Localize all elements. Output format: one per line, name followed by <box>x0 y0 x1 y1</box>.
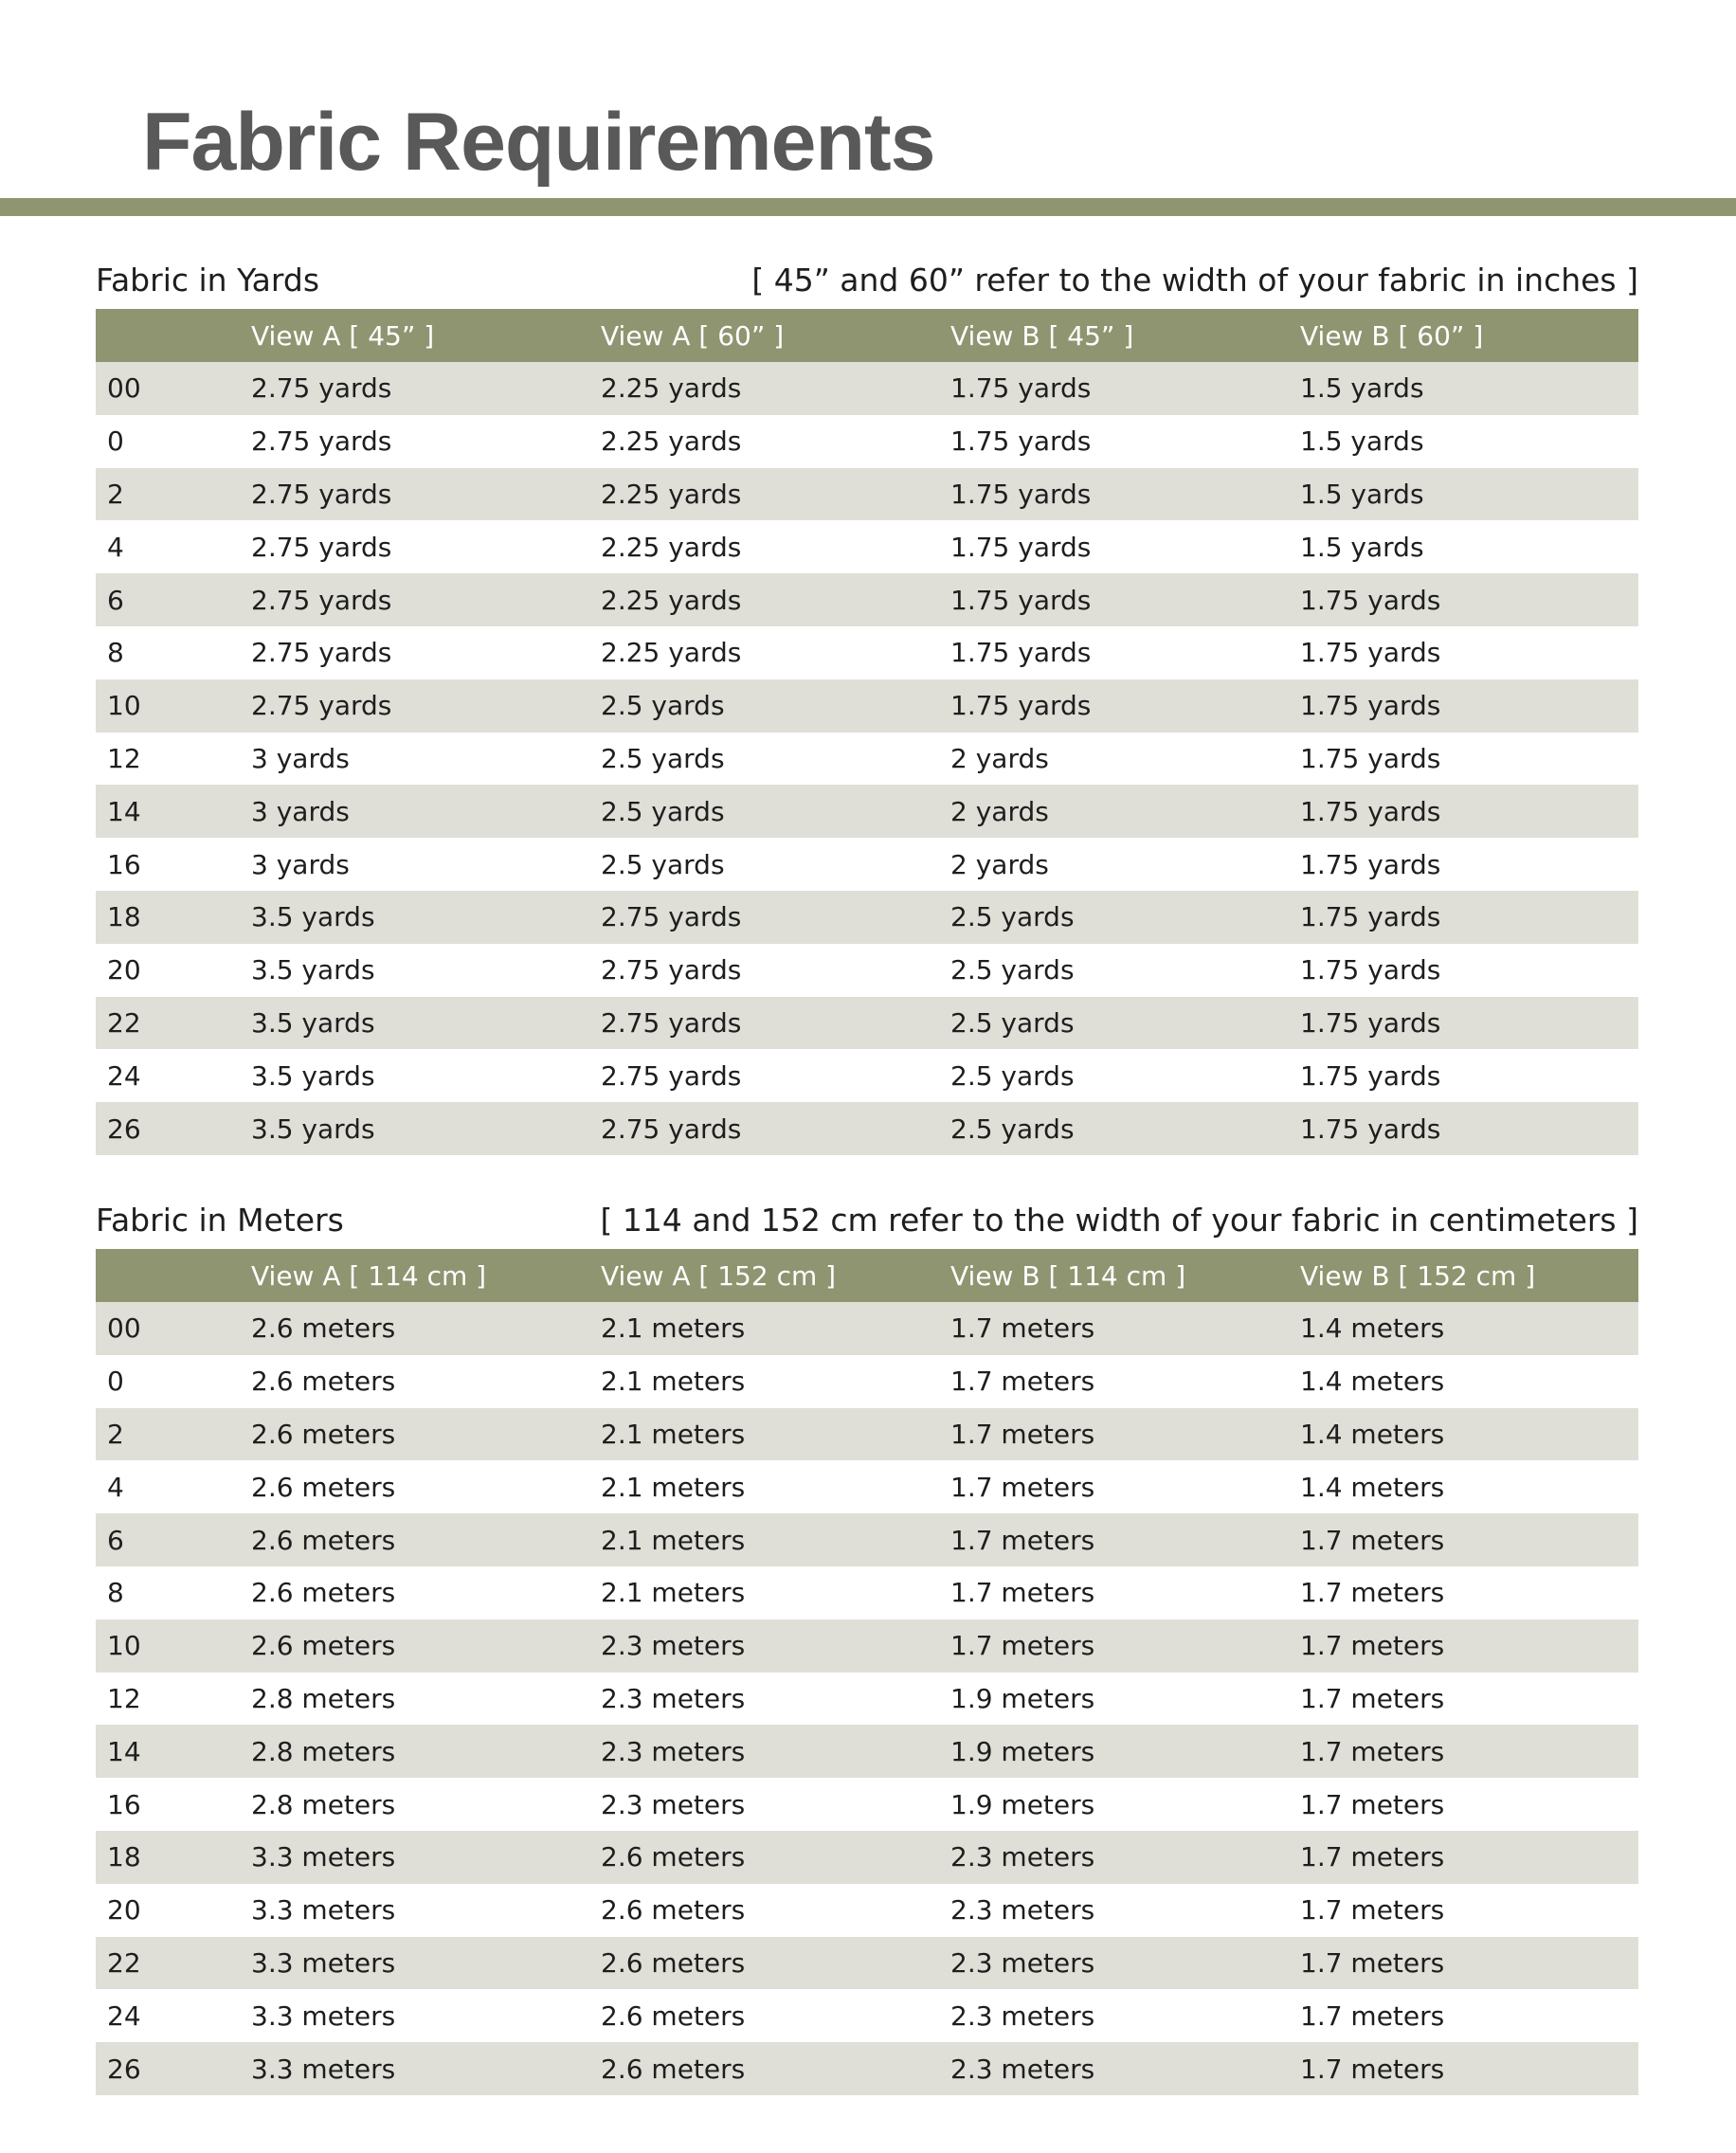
fabric-amount-cell: 2.25 yards <box>601 425 742 458</box>
fabric-amount-cell: 1.75 yards <box>1300 1113 1441 1145</box>
fabric-amount-cell: 1.75 yards <box>1300 742 1441 774</box>
fabric-amount-cell: 1.75 yards <box>1300 1059 1441 1092</box>
table-row <box>96 679 1638 733</box>
size-cell: 6 <box>107 584 124 616</box>
fabric-amount-cell: 2.1 meters <box>601 1312 746 1345</box>
size-cell: 22 <box>107 1006 141 1039</box>
view-column-header: View A [ 114 cm ] <box>251 1259 487 1292</box>
fabric-amount-cell: 1.5 yards <box>1300 372 1424 405</box>
size-cell: 8 <box>107 637 124 669</box>
meters-table <box>96 1249 1638 2095</box>
fabric-amount-cell: 1.7 meters <box>950 1471 1095 1503</box>
fabric-amount-cell: 1.9 meters <box>950 1682 1095 1714</box>
fabric-amount-cell: 1.7 meters <box>1300 1894 1445 1927</box>
table-row <box>96 1831 1638 1884</box>
fabric-amount-cell: 2.25 yards <box>601 584 742 616</box>
fabric-amount-cell: 3.5 yards <box>251 1113 375 1145</box>
fabric-amount-cell: 2.3 meters <box>950 1894 1095 1927</box>
size-cell: 14 <box>107 1735 141 1767</box>
size-cell: 0 <box>107 1366 124 1398</box>
fabric-amount-cell: 1.75 yards <box>1300 1006 1441 1039</box>
fabric-amount-cell: 1.7 meters <box>1300 1841 1445 1873</box>
yards-width-note: [ 45” and 60” refer to the width of your fabric in inches ] <box>751 262 1638 299</box>
table-row <box>96 1566 1638 1619</box>
view-column-header: View B [ 152 cm ] <box>1300 1259 1536 1292</box>
fabric-amount-cell: 2.6 meters <box>251 1366 396 1398</box>
fabric-amount-cell: 2.1 meters <box>601 1471 746 1503</box>
fabric-amount-cell: 2.75 yards <box>251 372 392 405</box>
table-row <box>96 891 1638 944</box>
table-row <box>96 1619 1638 1673</box>
size-column-header <box>96 309 240 362</box>
fabric-amount-cell: 1.9 meters <box>950 1735 1095 1767</box>
fabric-amount-cell: 1.7 meters <box>1300 2053 1445 2085</box>
fabric-amount-cell: 2.75 yards <box>601 954 742 986</box>
fabric-amount-cell: 2 yards <box>950 795 1049 827</box>
fabric-amount-cell: 2.6 meters <box>251 1418 396 1450</box>
page-title: Fabric Requirements <box>142 97 935 188</box>
yards-section-header <box>96 256 1638 309</box>
fabric-amount-cell: 2.5 yards <box>950 901 1075 933</box>
fabric-amount-cell: 2.75 yards <box>251 584 392 616</box>
fabric-amount-cell: 1.7 meters <box>950 1577 1095 1609</box>
size-cell: 2 <box>107 1418 124 1450</box>
fabric-amount-cell: 2.5 yards <box>950 1113 1075 1145</box>
fabric-amount-cell: 2.6 meters <box>251 1577 396 1609</box>
size-cell: 12 <box>107 1682 141 1714</box>
fabric-amount-cell: 2.6 meters <box>601 1999 746 2032</box>
fabric-amount-cell: 2.3 meters <box>601 1788 746 1820</box>
fabric-amount-cell: 1.7 meters <box>1300 1999 1445 2032</box>
table-row <box>96 785 1638 838</box>
yards-section-title: Fabric in Yards <box>96 262 320 299</box>
fabric-amount-cell: 1.7 meters <box>1300 1735 1445 1767</box>
fabric-amount-cell: 2.25 yards <box>601 531 742 563</box>
fabric-amount-cell: 3.5 yards <box>251 1059 375 1092</box>
table-row <box>96 997 1638 1050</box>
meters-header-row <box>96 1249 1638 1302</box>
fabric-amount-cell: 1.7 meters <box>950 1312 1095 1345</box>
fabric-amount-cell: 2.1 meters <box>601 1418 746 1450</box>
fabric-amount-cell: 2.5 yards <box>950 1059 1075 1092</box>
fabric-amount-cell: 1.75 yards <box>1300 901 1441 933</box>
fabric-amount-cell: 2.6 meters <box>251 1471 396 1503</box>
meters-section-title: Fabric in Meters <box>96 1202 344 1239</box>
meters-width-note: [ 114 and 152 cm refer to the width of your fabric in centimeters ] <box>600 1202 1638 1239</box>
fabric-amount-cell: 2.5 yards <box>950 954 1075 986</box>
fabric-amount-cell: 2 yards <box>950 742 1049 774</box>
meters-section-header <box>96 1196 1638 1249</box>
size-cell: 2 <box>107 478 124 510</box>
fabric-amount-cell: 1.75 yards <box>1300 795 1441 827</box>
size-cell: 12 <box>107 742 141 774</box>
fabric-amount-cell: 3 yards <box>251 848 350 880</box>
fabric-amount-cell: 1.7 meters <box>1300 1946 1445 1979</box>
meters-table-body <box>96 1302 1638 2095</box>
fabric-amount-cell: 1.75 yards <box>950 531 1092 563</box>
fabric-amount-cell: 1.7 meters <box>950 1418 1095 1450</box>
fabric-amount-cell: 1.7 meters <box>950 1630 1095 1662</box>
fabric-amount-cell: 3.3 meters <box>251 1946 396 1979</box>
view-column-header: View A [ 60” ] <box>601 319 785 352</box>
size-cell: 00 <box>107 1312 141 1345</box>
size-cell: 8 <box>107 1577 124 1609</box>
fabric-amount-cell: 2.6 meters <box>601 1946 746 1979</box>
yards-table-header <box>96 309 1638 362</box>
fabric-amount-cell: 2.75 yards <box>251 425 392 458</box>
fabric-amount-cell: 2.8 meters <box>251 1735 396 1767</box>
fabric-amount-cell: 2.1 meters <box>601 1366 746 1398</box>
fabric-amount-cell: 2 yards <box>950 848 1049 880</box>
table-row <box>96 626 1638 679</box>
fabric-amount-cell: 2.3 meters <box>950 1841 1095 1873</box>
fabric-amount-cell: 2.75 yards <box>251 690 392 722</box>
fabric-amount-cell: 2.6 meters <box>601 2053 746 2085</box>
fabric-amount-cell: 2.5 yards <box>601 690 725 722</box>
table-row <box>96 1884 1638 1937</box>
table-row <box>96 2042 1638 2095</box>
table-row <box>96 1460 1638 1513</box>
yards-section <box>96 256 1638 1155</box>
fabric-amount-cell: 2.25 yards <box>601 372 742 405</box>
size-cell: 18 <box>107 1841 141 1873</box>
table-row <box>96 1102 1638 1155</box>
fabric-amount-cell: 1.75 yards <box>1300 690 1441 722</box>
fabric-amount-cell: 3.3 meters <box>251 1894 396 1927</box>
fabric-amount-cell: 2.5 yards <box>601 795 725 827</box>
size-cell: 0 <box>107 425 124 458</box>
table-row <box>96 362 1638 415</box>
view-column-header: View B [ 60” ] <box>1300 319 1484 352</box>
fabric-amount-cell: 2.5 yards <box>950 1006 1075 1039</box>
fabric-amount-cell: 1.7 meters <box>1300 1630 1445 1662</box>
fabric-amount-cell: 2.6 meters <box>251 1312 396 1345</box>
fabric-amount-cell: 2.25 yards <box>601 478 742 510</box>
fabric-amount-cell: 1.7 meters <box>950 1366 1095 1398</box>
fabric-amount-cell: 1.7 meters <box>1300 1524 1445 1556</box>
fabric-amount-cell: 2.3 meters <box>601 1735 746 1767</box>
fabric-amount-cell: 1.75 yards <box>1300 637 1441 669</box>
table-row <box>96 1355 1638 1408</box>
fabric-amount-cell: 1.4 meters <box>1300 1418 1445 1450</box>
fabric-amount-cell: 1.75 yards <box>1300 954 1441 986</box>
fabric-amount-cell: 3.5 yards <box>251 901 375 933</box>
table-row <box>96 520 1638 573</box>
size-cell: 10 <box>107 1630 141 1662</box>
fabric-amount-cell: 1.4 meters <box>1300 1366 1445 1398</box>
fabric-amount-cell: 3.3 meters <box>251 1841 396 1873</box>
fabric-amount-cell: 2.3 meters <box>950 1999 1095 2032</box>
fabric-amount-cell: 2.6 meters <box>601 1841 746 1873</box>
fabric-amount-cell: 2.1 meters <box>601 1524 746 1556</box>
size-cell: 26 <box>107 1113 141 1145</box>
fabric-amount-cell: 3.3 meters <box>251 1999 396 2032</box>
view-column-header: View B [ 45” ] <box>950 319 1134 352</box>
fabric-amount-cell: 1.75 yards <box>950 637 1092 669</box>
yards-table-body <box>96 362 1638 1155</box>
fabric-amount-cell: 1.5 yards <box>1300 531 1424 563</box>
table-row <box>96 1778 1638 1831</box>
table-row <box>96 1049 1638 1102</box>
fabric-amount-cell: 2.6 meters <box>251 1524 396 1556</box>
size-cell: 00 <box>107 372 141 405</box>
table-row <box>96 1673 1638 1726</box>
size-cell: 16 <box>107 1788 141 1820</box>
table-row <box>96 573 1638 626</box>
fabric-amount-cell: 2.1 meters <box>601 1577 746 1609</box>
size-cell: 24 <box>107 1999 141 2032</box>
fabric-amount-cell: 2.75 yards <box>251 531 392 563</box>
fabric-amount-cell: 3.5 yards <box>251 954 375 986</box>
fabric-amount-cell: 2.5 yards <box>601 848 725 880</box>
fabric-amount-cell: 1.75 yards <box>950 372 1092 405</box>
table-row <box>96 1408 1638 1461</box>
fabric-amount-cell: 2.75 yards <box>601 1059 742 1092</box>
size-cell: 20 <box>107 954 141 986</box>
size-cell: 26 <box>107 2053 141 2085</box>
fabric-amount-cell: 2.8 meters <box>251 1682 396 1714</box>
yards-table <box>96 309 1638 1155</box>
table-row <box>96 415 1638 468</box>
fabric-amount-cell: 1.4 meters <box>1300 1471 1445 1503</box>
size-cell: 4 <box>107 1471 124 1503</box>
size-cell: 6 <box>107 1524 124 1556</box>
size-cell: 10 <box>107 690 141 722</box>
title-divider <box>0 198 1736 216</box>
fabric-amount-cell: 2.3 meters <box>950 1946 1095 1979</box>
fabric-amount-cell: 2.75 yards <box>601 1113 742 1145</box>
table-row <box>96 468 1638 521</box>
fabric-amount-cell: 2.75 yards <box>251 478 392 510</box>
fabric-amount-cell: 1.4 meters <box>1300 1312 1445 1345</box>
fabric-amount-cell: 1.7 meters <box>950 1524 1095 1556</box>
size-cell: 22 <box>107 1946 141 1979</box>
fabric-amount-cell: 1.75 yards <box>950 478 1092 510</box>
table-row <box>96 838 1638 891</box>
meters-section <box>96 1196 1638 2095</box>
yards-header-row <box>96 309 1638 362</box>
fabric-amount-cell: 1.5 yards <box>1300 478 1424 510</box>
fabric-amount-cell: 2.6 meters <box>251 1630 396 1662</box>
size-cell: 4 <box>107 531 124 563</box>
fabric-amount-cell: 3 yards <box>251 795 350 827</box>
size-cell: 14 <box>107 795 141 827</box>
fabric-amount-cell: 1.75 yards <box>1300 848 1441 880</box>
table-row <box>96 1302 1638 1355</box>
fabric-amount-cell: 3 yards <box>251 742 350 774</box>
fabric-amount-cell: 1.9 meters <box>950 1788 1095 1820</box>
view-column-header: View B [ 114 cm ] <box>950 1259 1186 1292</box>
fabric-amount-cell: 2.75 yards <box>601 901 742 933</box>
table-row <box>96 1513 1638 1566</box>
size-cell: 18 <box>107 901 141 933</box>
fabric-amount-cell: 2.3 meters <box>601 1682 746 1714</box>
fabric-amount-cell: 2.6 meters <box>601 1894 746 1927</box>
size-cell: 24 <box>107 1059 141 1092</box>
view-column-header: View A [ 45” ] <box>251 319 435 352</box>
fabric-amount-cell: 2.75 yards <box>251 637 392 669</box>
fabric-amount-cell: 2.5 yards <box>601 742 725 774</box>
fabric-amount-cell: 1.75 yards <box>1300 584 1441 616</box>
fabric-amount-cell: 2.25 yards <box>601 637 742 669</box>
fabric-amount-cell: 3.5 yards <box>251 1006 375 1039</box>
meters-table-header <box>96 1249 1638 1302</box>
table-row <box>96 733 1638 786</box>
table-row <box>96 944 1638 997</box>
fabric-amount-cell: 2.8 meters <box>251 1788 396 1820</box>
size-cell: 20 <box>107 1894 141 1927</box>
fabric-amount-cell: 3.3 meters <box>251 2053 396 2085</box>
table-row <box>96 1725 1638 1778</box>
fabric-amount-cell: 1.7 meters <box>1300 1682 1445 1714</box>
fabric-amount-cell: 1.75 yards <box>950 690 1092 722</box>
fabric-amount-cell: 1.7 meters <box>1300 1577 1445 1609</box>
fabric-amount-cell: 1.7 meters <box>1300 1788 1445 1820</box>
view-column-header: View A [ 152 cm ] <box>601 1259 837 1292</box>
table-row <box>96 1937 1638 1990</box>
fabric-amount-cell: 1.5 yards <box>1300 425 1424 458</box>
size-column-header <box>96 1249 240 1302</box>
fabric-amount-cell: 2.75 yards <box>601 1006 742 1039</box>
fabric-amount-cell: 1.75 yards <box>950 584 1092 616</box>
fabric-amount-cell: 1.75 yards <box>950 425 1092 458</box>
table-row <box>96 1989 1638 2042</box>
fabric-amount-cell: 2.3 meters <box>950 2053 1095 2085</box>
size-cell: 16 <box>107 848 141 880</box>
fabric-amount-cell: 2.3 meters <box>601 1630 746 1662</box>
